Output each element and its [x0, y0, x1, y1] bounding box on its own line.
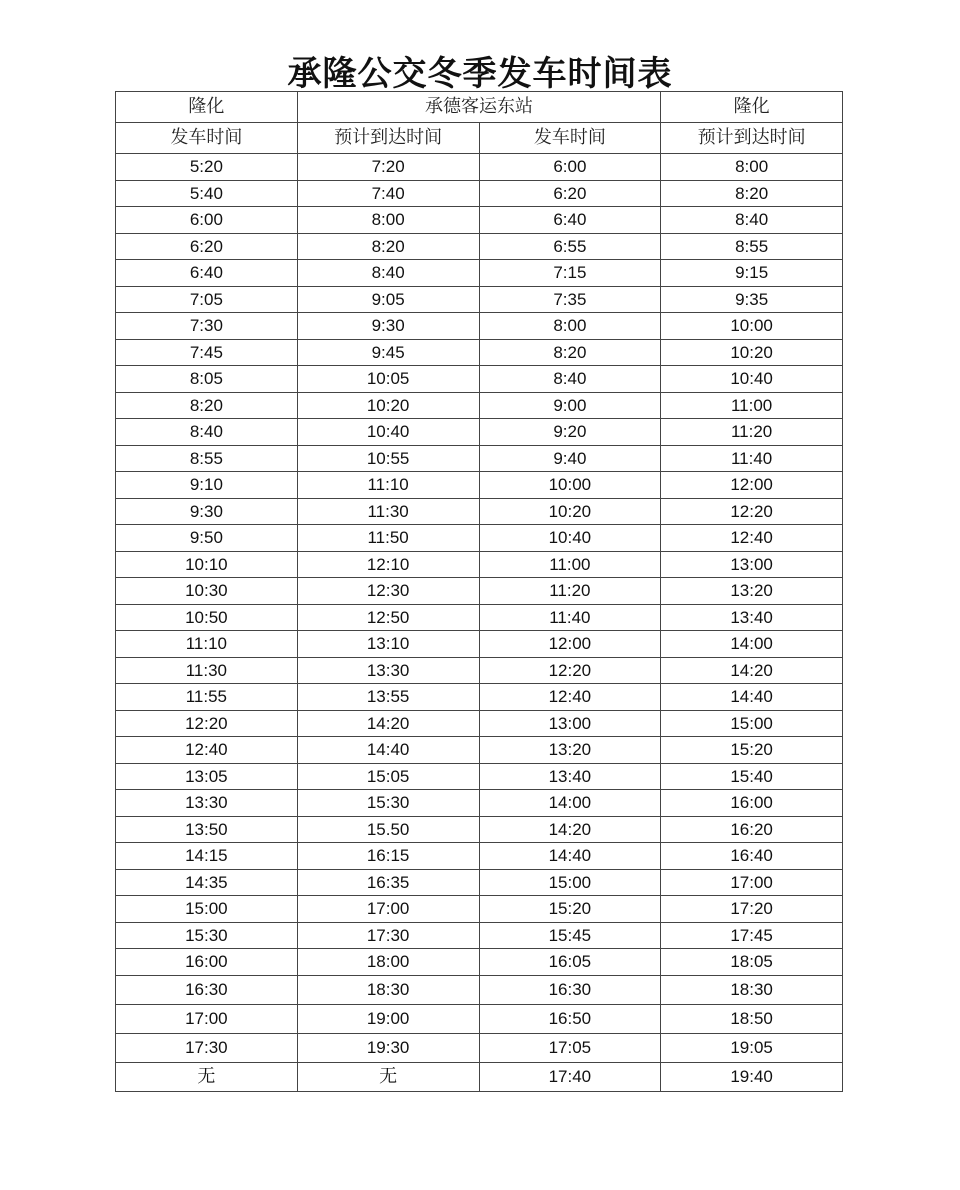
- cell-chengde-arrive: 12:30: [297, 578, 479, 605]
- cell-longhua-depart: 7:45: [116, 339, 298, 366]
- cell-longhua-arrive: 8:20: [661, 180, 843, 207]
- cell-chengde-arrive: 15:30: [297, 790, 479, 817]
- table-row: [116, 896, 843, 923]
- cell-longhua-depart: 14:35: [116, 869, 298, 896]
- table-row: [116, 869, 843, 896]
- cell-longhua-arrive: 12:20: [661, 498, 843, 525]
- table-row: [116, 843, 843, 870]
- cell-longhua-depart: 8:05: [116, 366, 298, 393]
- table-row: [116, 922, 843, 949]
- table-row: [116, 1062, 843, 1091]
- cell-chengde-arrive: 11:50: [297, 525, 479, 552]
- table-row: [116, 445, 843, 472]
- cell-longhua-arrive: 13:40: [661, 604, 843, 631]
- cell-longhua-depart: 6:20: [116, 233, 298, 260]
- cell-chengde-depart: 15:20: [479, 896, 661, 923]
- cell-chengde-arrive: 13:55: [297, 684, 479, 711]
- cell-chengde-depart: 7:35: [479, 286, 661, 313]
- table-row: [116, 525, 843, 552]
- cell-chengde-depart: 9:00: [479, 392, 661, 419]
- cell-chengde-depart: 8:20: [479, 339, 661, 366]
- table-row: [116, 684, 843, 711]
- cell-chengde-arrive: 9:45: [297, 339, 479, 366]
- table-row: [116, 949, 843, 976]
- cell-longhua-depart: 14:15: [116, 843, 298, 870]
- cell-longhua-arrive: 18:05: [661, 949, 843, 976]
- cell-longhua-depart: 11:55: [116, 684, 298, 711]
- cell-longhua-depart: 8:20: [116, 392, 298, 419]
- cell-chengde-arrive: 17:30: [297, 922, 479, 949]
- cell-chengde-arrive: 19:00: [297, 1004, 479, 1033]
- cell-longhua-depart: 11:10: [116, 631, 298, 658]
- cell-chengde-arrive: 无: [297, 1062, 479, 1091]
- cell-longhua-arrive: 15:20: [661, 737, 843, 764]
- table-row: [116, 419, 843, 446]
- cell-chengde-depart: 14:40: [479, 843, 661, 870]
- cell-chengde-depart: 11:20: [479, 578, 661, 605]
- cell-chengde-depart: 16:30: [479, 975, 661, 1004]
- cell-chengde-arrive: 15.50: [297, 816, 479, 843]
- cell-chengde-arrive: 11:30: [297, 498, 479, 525]
- table-row: [116, 339, 843, 366]
- cell-chengde-depart: 15:00: [479, 869, 661, 896]
- cell-longhua-arrive: 11:40: [661, 445, 843, 472]
- cell-longhua-arrive: 10:40: [661, 366, 843, 393]
- cell-longhua-depart: 9:30: [116, 498, 298, 525]
- table-row: [116, 657, 843, 684]
- table-row: [116, 737, 843, 764]
- table-row: [116, 207, 843, 234]
- table-row: [116, 154, 843, 181]
- cell-longhua-depart: 10:10: [116, 551, 298, 578]
- cell-longhua-arrive: 17:20: [661, 896, 843, 923]
- cell-chengde-arrive: 10:20: [297, 392, 479, 419]
- cell-chengde-depart: 8:00: [479, 313, 661, 340]
- cell-chengde-depart: 13:00: [479, 710, 661, 737]
- cell-longhua-depart: 9:10: [116, 472, 298, 499]
- cell-longhua-arrive: 17:00: [661, 869, 843, 896]
- cell-chengde-arrive: 19:30: [297, 1033, 479, 1062]
- cell-longhua-arrive: 12:00: [661, 472, 843, 499]
- table-row: [116, 1033, 843, 1062]
- cell-chengde-arrive: 7:20: [297, 154, 479, 181]
- table-row: [116, 710, 843, 737]
- header-depart-time: 发车时间: [479, 123, 661, 154]
- cell-chengde-arrive: 18:30: [297, 975, 479, 1004]
- page-title: 承隆公交冬季发车时间表: [287, 54, 673, 94]
- cell-chengde-depart: 6:20: [479, 180, 661, 207]
- cell-longhua-arrive: 18:50: [661, 1004, 843, 1033]
- cell-longhua-depart: 12:20: [116, 710, 298, 737]
- cell-longhua-depart: 16:30: [116, 975, 298, 1004]
- cell-chengde-depart: 16:50: [479, 1004, 661, 1033]
- header-row-columns: [116, 123, 843, 154]
- cell-longhua-depart: 10:30: [116, 578, 298, 605]
- header-arrive-time: 预计到达时间: [661, 123, 843, 154]
- table-row: [116, 392, 843, 419]
- cell-chengde-arrive: 9:30: [297, 313, 479, 340]
- cell-longhua-arrive: 11:20: [661, 419, 843, 446]
- cell-chengde-arrive: 16:35: [297, 869, 479, 896]
- cell-longhua-depart: 13:30: [116, 790, 298, 817]
- header-station-longhua-right: 隆化: [661, 92, 843, 123]
- cell-longhua-arrive: 10:00: [661, 313, 843, 340]
- cell-chengde-depart: 6:40: [479, 207, 661, 234]
- header-row-stations: [116, 92, 843, 123]
- cell-chengde-depart: 6:00: [479, 154, 661, 181]
- table-row: [116, 260, 843, 287]
- cell-chengde-arrive: 16:15: [297, 843, 479, 870]
- cell-longhua-depart: 13:50: [116, 816, 298, 843]
- cell-longhua-depart: 7:05: [116, 286, 298, 313]
- cell-longhua-arrive: 8:55: [661, 233, 843, 260]
- table-row: [116, 1004, 843, 1033]
- table-row: [116, 313, 843, 340]
- table-row: [116, 790, 843, 817]
- cell-chengde-depart: 10:40: [479, 525, 661, 552]
- table-row: [116, 286, 843, 313]
- cell-longhua-depart: 8:40: [116, 419, 298, 446]
- cell-chengde-arrive: 13:30: [297, 657, 479, 684]
- header-arrive-time: 预计到达时间: [297, 123, 479, 154]
- cell-longhua-arrive: 15:00: [661, 710, 843, 737]
- cell-longhua-depart: 无: [116, 1062, 298, 1091]
- table-row: [116, 763, 843, 790]
- cell-longhua-depart: 17:30: [116, 1033, 298, 1062]
- cell-longhua-depart: 15:00: [116, 896, 298, 923]
- cell-chengde-depart: 10:20: [479, 498, 661, 525]
- cell-chengde-arrive: 11:10: [297, 472, 479, 499]
- header-station-chengde: 承德客运东站: [297, 92, 661, 123]
- cell-chengde-arrive: 8:40: [297, 260, 479, 287]
- cell-longhua-arrive: 13:00: [661, 551, 843, 578]
- cell-longhua-arrive: 16:20: [661, 816, 843, 843]
- header-station-longhua-left: 隆化: [116, 92, 298, 123]
- cell-chengde-depart: 11:00: [479, 551, 661, 578]
- table-row: [116, 551, 843, 578]
- cell-longhua-arrive: 15:40: [661, 763, 843, 790]
- cell-longhua-arrive: 9:15: [661, 260, 843, 287]
- cell-longhua-depart: 17:00: [116, 1004, 298, 1033]
- cell-chengde-depart: 12:20: [479, 657, 661, 684]
- cell-longhua-arrive: 17:45: [661, 922, 843, 949]
- cell-longhua-arrive: 8:00: [661, 154, 843, 181]
- cell-chengde-depart: 13:20: [479, 737, 661, 764]
- table-row: [116, 233, 843, 260]
- table-row: [116, 631, 843, 658]
- cell-longhua-arrive: 19:40: [661, 1062, 843, 1091]
- cell-longhua-arrive: 18:30: [661, 975, 843, 1004]
- table-row: [116, 180, 843, 207]
- table-row: [116, 498, 843, 525]
- cell-chengde-depart: 11:40: [479, 604, 661, 631]
- cell-longhua-depart: 8:55: [116, 445, 298, 472]
- cell-chengde-arrive: 13:10: [297, 631, 479, 658]
- cell-chengde-depart: 16:05: [479, 949, 661, 976]
- cell-chengde-depart: 7:15: [479, 260, 661, 287]
- cell-chengde-arrive: 10:55: [297, 445, 479, 472]
- cell-chengde-arrive: 12:50: [297, 604, 479, 631]
- table-row: [116, 975, 843, 1004]
- cell-longhua-arrive: 10:20: [661, 339, 843, 366]
- cell-chengde-arrive: 14:20: [297, 710, 479, 737]
- timetable: [115, 91, 843, 1092]
- cell-longhua-arrive: 14:40: [661, 684, 843, 711]
- cell-chengde-depart: 14:00: [479, 790, 661, 817]
- header-depart-time: 发车时间: [116, 123, 298, 154]
- cell-longhua-depart: 12:40: [116, 737, 298, 764]
- cell-longhua-depart: 15:30: [116, 922, 298, 949]
- cell-chengde-arrive: 10:40: [297, 419, 479, 446]
- cell-chengde-arrive: 17:00: [297, 896, 479, 923]
- cell-longhua-arrive: 14:20: [661, 657, 843, 684]
- table-row: [116, 604, 843, 631]
- cell-longhua-depart: 16:00: [116, 949, 298, 976]
- cell-longhua-depart: 6:40: [116, 260, 298, 287]
- cell-chengde-depart: 17:05: [479, 1033, 661, 1062]
- cell-chengde-depart: 14:20: [479, 816, 661, 843]
- cell-chengde-arrive: 15:05: [297, 763, 479, 790]
- cell-longhua-arrive: 16:00: [661, 790, 843, 817]
- timetable-body: [116, 154, 843, 1092]
- cell-chengde-arrive: 8:00: [297, 207, 479, 234]
- cell-chengde-depart: 9:40: [479, 445, 661, 472]
- cell-longhua-arrive: 8:40: [661, 207, 843, 234]
- cell-longhua-arrive: 16:40: [661, 843, 843, 870]
- cell-longhua-depart: 13:05: [116, 763, 298, 790]
- cell-chengde-depart: 6:55: [479, 233, 661, 260]
- table-row: [116, 472, 843, 499]
- table-row: [116, 366, 843, 393]
- cell-chengde-arrive: 14:40: [297, 737, 479, 764]
- cell-longhua-arrive: 12:40: [661, 525, 843, 552]
- cell-longhua-depart: 10:50: [116, 604, 298, 631]
- cell-longhua-depart: 6:00: [116, 207, 298, 234]
- table-row: [116, 816, 843, 843]
- cell-longhua-depart: 7:30: [116, 313, 298, 340]
- cell-chengde-arrive: 8:20: [297, 233, 479, 260]
- cell-longhua-depart: 9:50: [116, 525, 298, 552]
- cell-chengde-depart: 8:40: [479, 366, 661, 393]
- cell-longhua-arrive: 11:00: [661, 392, 843, 419]
- cell-chengde-arrive: 7:40: [297, 180, 479, 207]
- cell-longhua-arrive: 13:20: [661, 578, 843, 605]
- cell-longhua-arrive: 19:05: [661, 1033, 843, 1062]
- cell-longhua-depart: 11:30: [116, 657, 298, 684]
- cell-longhua-depart: 5:20: [116, 154, 298, 181]
- cell-chengde-depart: 12:00: [479, 631, 661, 658]
- cell-chengde-depart: 15:45: [479, 922, 661, 949]
- cell-chengde-depart: 13:40: [479, 763, 661, 790]
- cell-longhua-depart: 5:40: [116, 180, 298, 207]
- cell-chengde-depart: 9:20: [479, 419, 661, 446]
- table-row: [116, 578, 843, 605]
- cell-chengde-arrive: 12:10: [297, 551, 479, 578]
- cell-chengde-arrive: 10:05: [297, 366, 479, 393]
- cell-chengde-depart: 10:00: [479, 472, 661, 499]
- cell-chengde-arrive: 9:05: [297, 286, 479, 313]
- cell-longhua-arrive: 9:35: [661, 286, 843, 313]
- cell-chengde-arrive: 18:00: [297, 949, 479, 976]
- cell-chengde-depart: 17:40: [479, 1062, 661, 1091]
- cell-chengde-depart: 12:40: [479, 684, 661, 711]
- cell-longhua-arrive: 14:00: [661, 631, 843, 658]
